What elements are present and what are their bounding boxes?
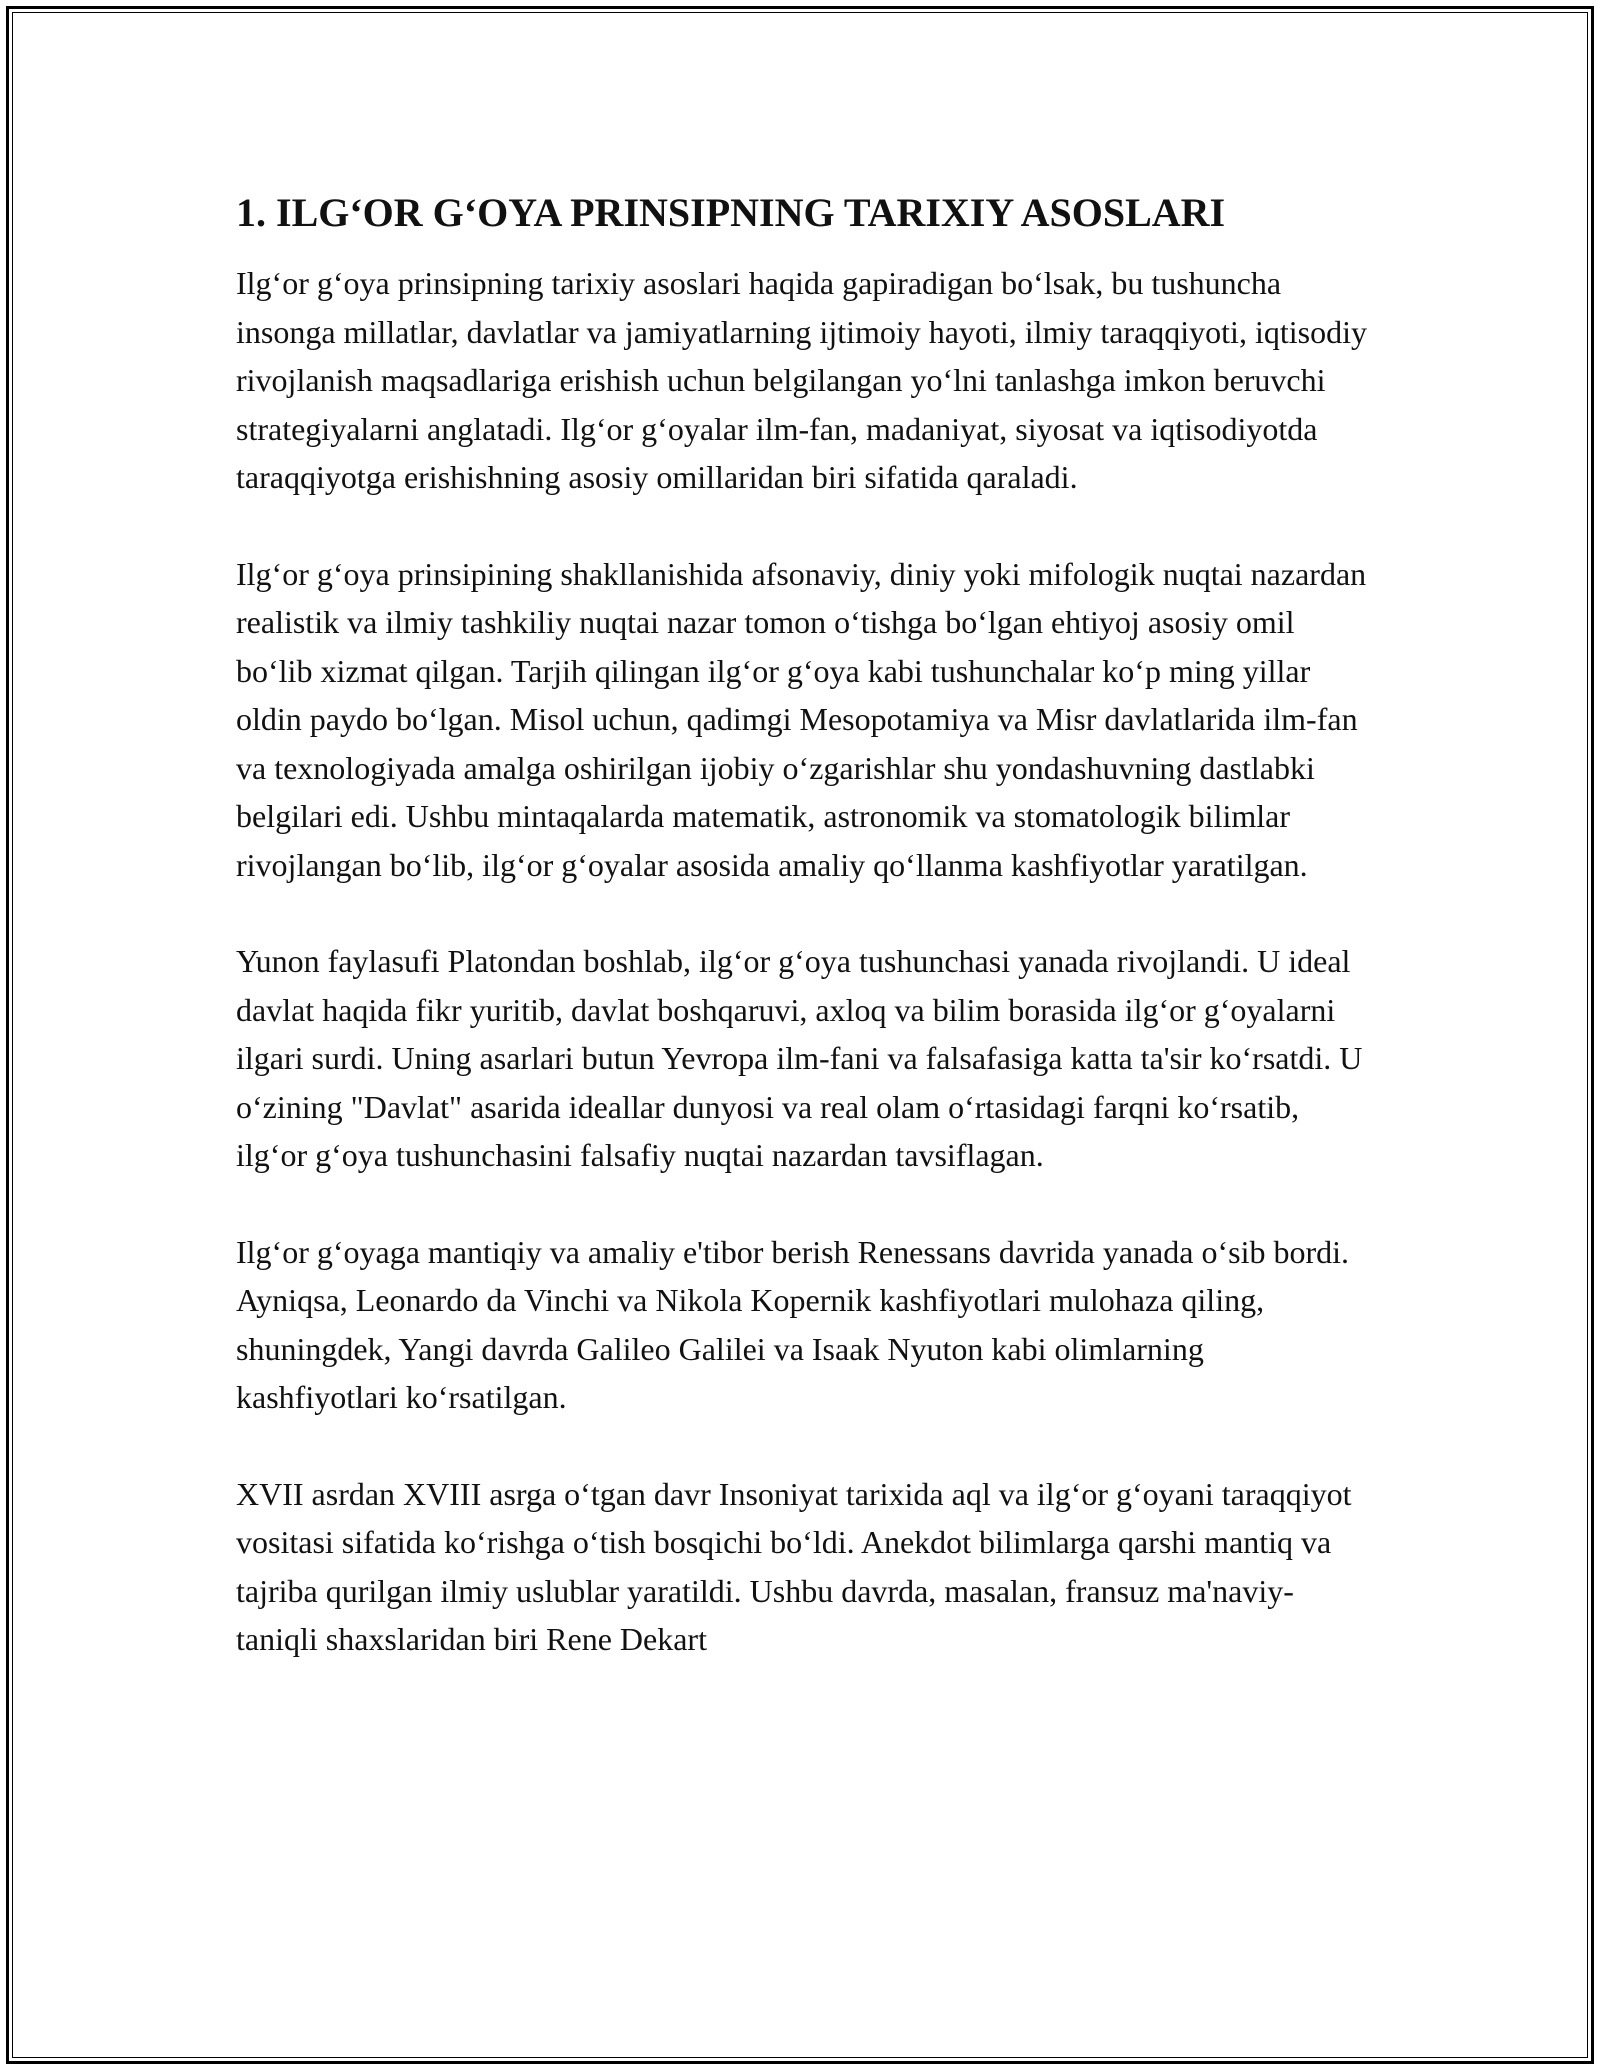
section-heading: 1. ILG‘OR G‘OYA PRINSIPNING TARIXIY ASOSLARI [236, 190, 1226, 235]
paragraph-3: Yunon faylasufi Platondan boshlab, ilg‘or g‘oya tushunchasi yanada rivojlandi. U ideal davlat haqida fikr yuritib, davlat boshqaruvi, axloq va bilim borasida ilg‘or g‘oyalarni ilgari surdi. Uning asarlari butun Yevropa ilm-fani va falsafasiga katta ta'sir ko‘rsatdi. U o‘zining "Davlat" asarida ideallar dunyosi va real olam o‘rtasidagi farqni ko‘rsatib, ilg‘or g‘oya tushunchasini falsafiy nuqtai nazardan tavsiflagan. [236, 943, 1363, 1173]
document-body [236, 185, 1371, 1712]
paragraph-5: XVII asrdan XVIII asrga o‘tgan davr Insoniyat tarixida aql va ilg‘or g‘oyani taraqqiyot vositasi sifatida ko‘rishga o‘tish bosqichi bo‘ldi. Anekdot bilimlarga qarshi mantiq va tajriba qurilgan ilmiy uslublar yaratildi. Ushbu davrda, masalan, fransuz ma'naviy-taniqli shaxslaridan biri Rene Dekart [236, 1475, 1352, 1657]
paragraph-1: Ilg‘or g‘oya prinsipning tarixiy asoslari haqida gapiradigan bo‘lsak, bu tushuncha insonga millatlar, davlatlar va jamiyatlarning ijtimoiy hayoti, ilmiy taraqqiyoti, iqtisodiy rivojlanish maqsadlariga erishish uchun belgilangan yo‘lni tanlashga imkon beruvchi strategiyalarni anglatadi. Ilg‘or g‘oyalar ilm-fan, madaniyat, siyosat va iqtisodiyotda taraqqiyotga erishishning asosiy omillaridan biri sifatida qaraladi. [236, 265, 1367, 495]
paragraph-2: Ilg‘or g‘oya prinsipining shakllanishida afsonaviy, diniy yoki mifologik nuqtai nazardan realistik va ilmiy tashkiliy nuqtai nazar tomon o‘tishga bo‘lgan ehtiyoj asosiy omil bo‘lib xizmat qilgan. Tarjih qilingan ilg‘or g‘oya kabi tushunchalar ko‘p ming yillar oldin paydo bo‘lgan. Misol uchun, qadimgi Mesopotamiya va Misr davlatlarida ilm-fan va texnologiyada amalga oshirilgan ijobiy o‘zgarishlar shu yondashuvning dastlabki belgilari edi. Ushbu mintaqalarda matematik, astronomik va stomatologik bilimlar rivojlangan bo‘lib, ilg‘or g‘oyalar asosida amaliy qo‘llanma kashfiyotlar yaratilgan. [236, 555, 1367, 883]
paragraph-4: Ilg‘or g‘oyaga mantiqiy va amaliy e'tibor berish Renessans davrida yanada o‘sib bordi. Ayniqsa, Leonardo da Vinchi va Nikola Kopernik kashfiyotlari mulohaza qiling, shuningdek, Yangi davrda Galileo Galilei va Isaak Nyuton kabi olimlarning kashfiyotlari ko‘rsatilgan. [236, 1233, 1349, 1415]
